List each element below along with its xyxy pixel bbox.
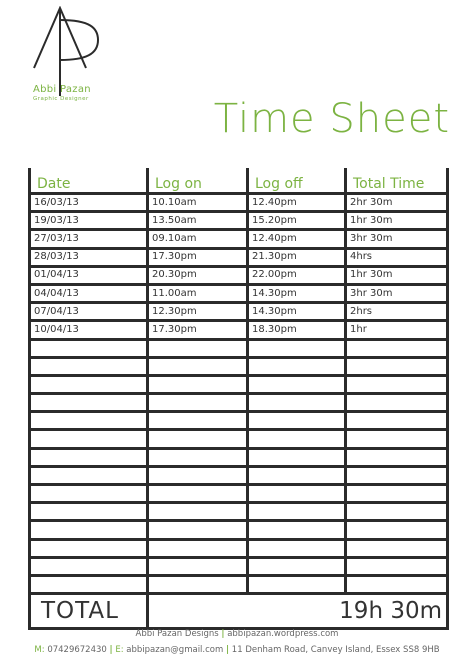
cell-date: 28/03/13 <box>30 248 148 266</box>
cell-date: 04/04/13 <box>30 284 148 302</box>
cell-log-off: 22.00pm <box>248 266 346 284</box>
cell-log-on <box>148 466 248 484</box>
table-row <box>30 503 448 521</box>
cell-log-off: 18.30pm <box>248 321 346 339</box>
cell-log-on <box>148 539 248 557</box>
table-row <box>30 303 448 321</box>
cell-total-time: 1hr 30m <box>346 266 448 284</box>
cell-total-time <box>346 521 448 539</box>
table-row <box>30 430 448 448</box>
cell-log-off <box>248 412 346 430</box>
cell-total-time <box>346 448 448 466</box>
header-total-time: Total Time <box>346 168 448 194</box>
footer-separator: | <box>109 645 113 655</box>
table-row <box>30 466 448 484</box>
cell-log-on <box>148 503 248 521</box>
cell-log-on <box>148 485 248 503</box>
footer-address: 11 Denham Road, Canvey Island, Essex SS8 9HB <box>231 645 440 655</box>
cell-total-time <box>346 412 448 430</box>
cell-date: 10/04/13 <box>30 321 148 339</box>
table-row <box>30 485 448 503</box>
cell-date <box>30 539 148 557</box>
cell-date <box>30 339 148 357</box>
cell-log-on <box>148 521 248 539</box>
cell-date <box>30 430 148 448</box>
timesheet-table <box>28 168 449 630</box>
cell-date <box>30 575 148 593</box>
cell-total-time: 1hr <box>346 321 448 339</box>
cell-log-on <box>148 575 248 593</box>
footer-email[interactable]: abbipazan@gmail.com <box>126 645 224 655</box>
timesheet <box>28 168 446 630</box>
cell-total-time <box>346 466 448 484</box>
cell-log-off: 21.30pm <box>248 248 346 266</box>
table-row <box>30 575 448 593</box>
table-row <box>30 394 448 412</box>
footer-line-2 <box>0 645 474 655</box>
cell-total-time <box>346 394 448 412</box>
table-row <box>30 339 448 357</box>
cell-log-off <box>248 485 346 503</box>
table-row <box>30 194 448 212</box>
cell-log-off <box>248 557 346 575</box>
cell-log-off <box>248 394 346 412</box>
cell-date <box>30 521 148 539</box>
cell-total-time <box>346 339 448 357</box>
footer-email-prefix: E: <box>115 645 124 655</box>
footer-company: Abbi Pazan Designs <box>135 629 219 639</box>
table-row <box>30 266 448 284</box>
header-row <box>30 168 448 194</box>
cell-total-time: 3hr 30m <box>346 284 448 302</box>
cell-total-time: 1hr 30m <box>346 212 448 230</box>
cell-date <box>30 466 148 484</box>
cell-total-time: 3hr 30m <box>346 230 448 248</box>
table-row <box>30 557 448 575</box>
cell-date: 16/03/13 <box>30 194 148 212</box>
header-log-on: Log on <box>148 168 248 194</box>
cell-total-time <box>346 539 448 557</box>
total-label: TOTAL <box>30 594 148 629</box>
table-row <box>30 212 448 230</box>
table-row <box>30 230 448 248</box>
footer-separator: | <box>225 645 230 655</box>
table-row <box>30 375 448 393</box>
cell-log-on: 09.10am <box>148 230 248 248</box>
cell-log-on: 11.00am <box>148 284 248 302</box>
cell-date <box>30 412 148 430</box>
cell-total-time: 2hr 30m <box>346 194 448 212</box>
total-value: 19h 30m <box>148 594 448 629</box>
cell-log-on <box>148 375 248 393</box>
cell-log-on <box>148 430 248 448</box>
cell-log-off: 12.40pm <box>248 194 346 212</box>
brand-subtitle: Graphic Designer <box>33 96 89 102</box>
cell-log-on <box>148 557 248 575</box>
cell-date <box>30 375 148 393</box>
cell-total-time <box>346 503 448 521</box>
cell-log-off <box>248 430 346 448</box>
cell-total-time: 2hrs <box>346 303 448 321</box>
cell-total-time <box>346 375 448 393</box>
footer-line-1 <box>0 629 474 639</box>
cell-log-on: 17.30pm <box>148 321 248 339</box>
cell-date <box>30 394 148 412</box>
footer-mobile: 07429672430 <box>47 645 107 655</box>
cell-total-time <box>346 575 448 593</box>
footer-website[interactable]: abbipazan.wordpress.com <box>227 629 339 639</box>
header-date: Date <box>30 168 148 194</box>
footer-separator: | <box>221 629 225 639</box>
header-log-off: Log off <box>248 168 346 194</box>
cell-total-time <box>346 430 448 448</box>
cell-log-off: 14.30pm <box>248 303 346 321</box>
cell-log-off <box>248 466 346 484</box>
cell-date: 19/03/13 <box>30 212 148 230</box>
cell-date <box>30 448 148 466</box>
table-row <box>30 248 448 266</box>
table-row <box>30 321 448 339</box>
cell-log-off <box>248 539 346 557</box>
brand-name: Abbi Pazan <box>33 84 91 95</box>
cell-log-off <box>248 375 346 393</box>
cell-total-time <box>346 485 448 503</box>
cell-total-time <box>346 357 448 375</box>
cell-log-on: 10.10am <box>148 194 248 212</box>
cell-log-off: 14.30pm <box>248 284 346 302</box>
cell-date: 07/04/13 <box>30 303 148 321</box>
table-row <box>30 357 448 375</box>
table-row <box>30 539 448 557</box>
cell-log-on: 20.30pm <box>148 266 248 284</box>
cell-log-on <box>148 357 248 375</box>
cell-log-off <box>248 448 346 466</box>
cell-total-time: 4hrs <box>346 248 448 266</box>
table-row <box>30 284 448 302</box>
cell-log-on <box>148 394 248 412</box>
cell-log-on <box>148 412 248 430</box>
cell-log-off <box>248 521 346 539</box>
cell-log-off <box>248 357 346 375</box>
cell-log-off: 15.20pm <box>248 212 346 230</box>
cell-log-on: 12.30pm <box>148 303 248 321</box>
table-row <box>30 412 448 430</box>
cell-log-on: 17.30pm <box>148 248 248 266</box>
page-title: Time Sheet <box>213 96 450 142</box>
cell-log-off <box>248 503 346 521</box>
cell-log-on: 13.50am <box>148 212 248 230</box>
cell-date <box>30 503 148 521</box>
cell-date <box>30 557 148 575</box>
cell-log-off <box>248 575 346 593</box>
total-row <box>30 594 448 629</box>
cell-date: 01/04/13 <box>30 266 148 284</box>
cell-date <box>30 357 148 375</box>
cell-date <box>30 485 148 503</box>
table-row <box>30 521 448 539</box>
cell-log-off <box>248 339 346 357</box>
cell-log-on <box>148 339 248 357</box>
cell-log-off: 12.40pm <box>248 230 346 248</box>
cell-log-on <box>148 448 248 466</box>
cell-date: 27/03/13 <box>30 230 148 248</box>
footer-mobile-prefix: M: <box>34 645 45 655</box>
table-row <box>30 448 448 466</box>
cell-total-time <box>346 557 448 575</box>
